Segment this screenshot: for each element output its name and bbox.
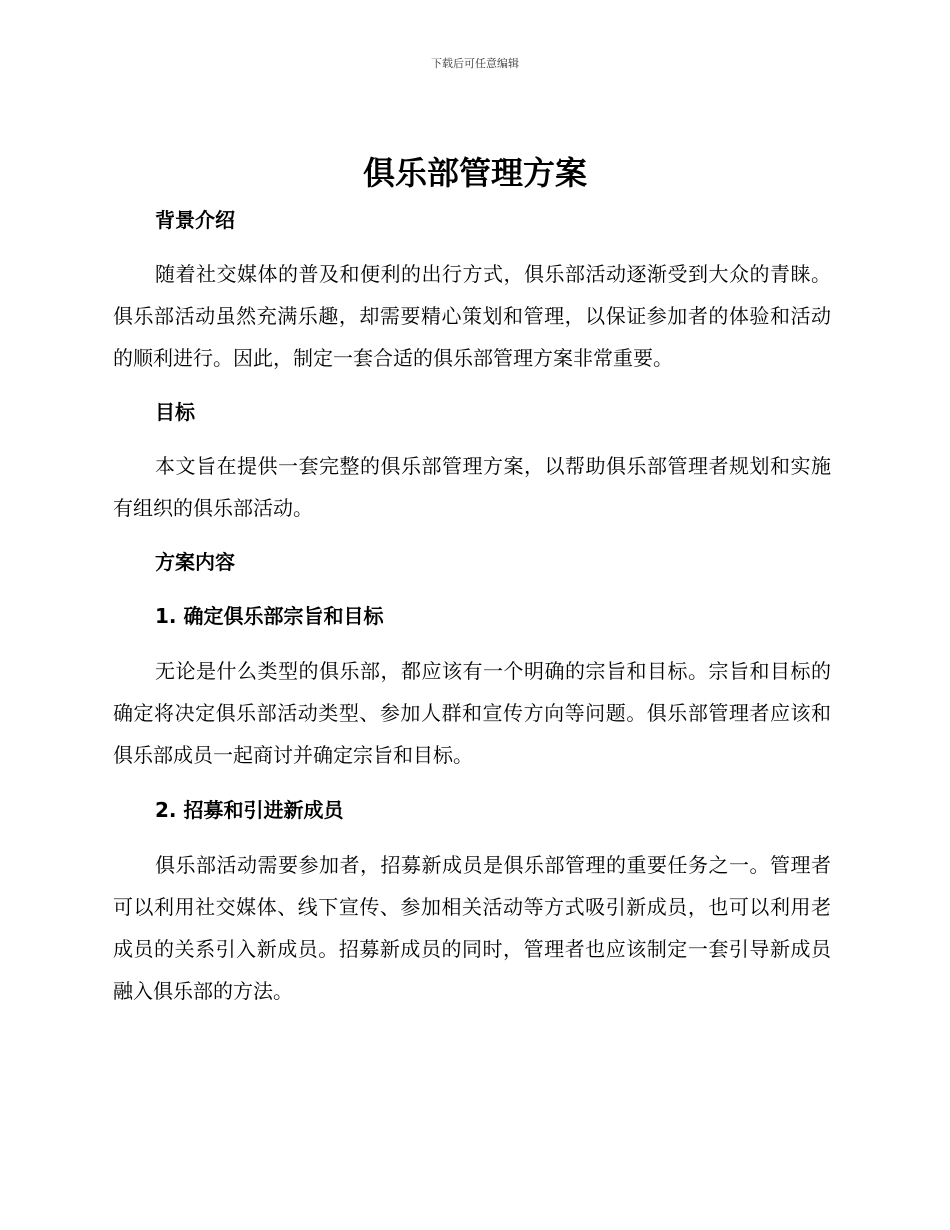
subsection-heading-1: 1. 确定俱乐部宗旨和目标 [155,604,384,628]
document-title: 俱乐部管理方案 [362,154,587,192]
section-paragraph-background: 随着社交媒体的普及和便利的出行方式，俱乐部活动逐渐受到大众的青睐。俱乐部活动虽然充满乐趣，却需要精心策划和管理，以保证参加者的体验和活动的顺利进行。因此，制定一套合适的俱乐部管理方案非常重要。 [113,262,831,370]
subsection-paragraph-2: 俱乐部活动需要参加者，招募新成员是俱乐部管理的重要任务之一。管理者可以利用社交媒体、线下宣传、参加相关活动等方式吸引新成员，也可以利用老成员的关系引入新成员。招募新成员的同时，管理者也应该制定一套引导新成员融入俱乐部的方法。 [113,853,831,1003]
section-heading-background: 背景介绍 [155,208,235,232]
subsection-heading-2: 2. 招募和引进新成员 [155,798,344,822]
section-heading-goal: 目标 [155,400,195,424]
section-heading-plan: 方案内容 [155,550,235,574]
header-note: 下载后可任意编辑 [431,57,519,70]
document-body [113,200,831,1012]
subsection-paragraph-1: 无论是什么类型的俱乐部，都应该有一个明确的宗旨和目标。宗旨和目标的确定将决定俱乐部活动类型、参加人群和宣传方向等问题。俱乐部管理者应该和俱乐部成员一起商讨并确定宗旨和目标。 [113,659,831,767]
section-paragraph-goal: 本文旨在提供一套完整的俱乐部管理方案，以帮助俱乐部管理者规划和实施有组织的俱乐部活动。 [113,454,831,520]
